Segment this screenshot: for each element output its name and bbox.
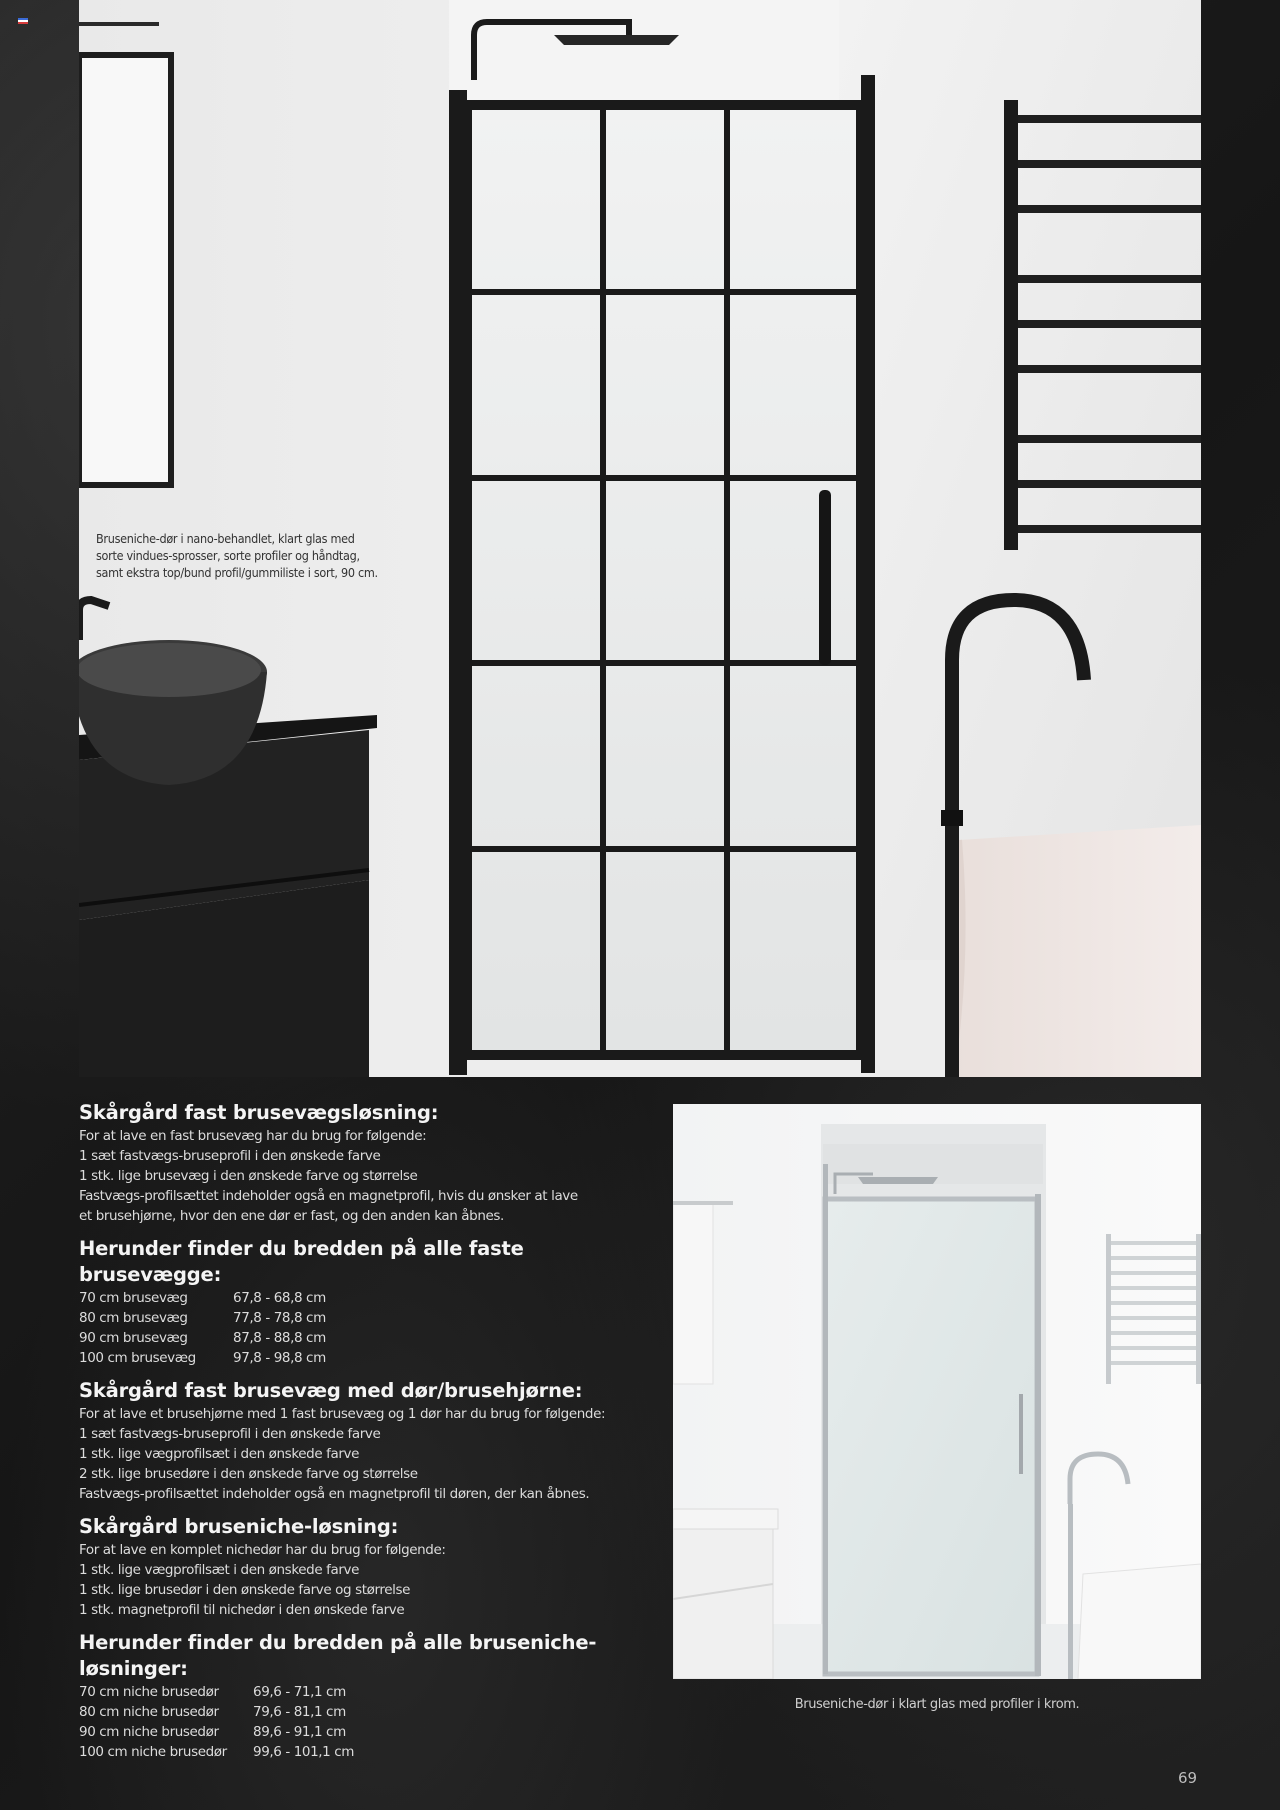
- list-item: Fastvægs-profilsættet indeholder også en magnetprofil til døren, der kan åbnes.: [79, 1486, 590, 1502]
- niche-widths-heading: Herunder finder du bredden på alle bruseniche-løsninger:: [79, 1631, 597, 1680]
- size-range: 79,6 - 81,1 cm: [253, 1704, 346, 1720]
- list-item: For at lave et brusehjørne med 1 fast brusevæg og 1 dør har du brug for følgende:: [79, 1406, 606, 1422]
- list-item: Fastvægs-profilsættet indeholder også en magnetprofil, hvis du ønsker at lave: [79, 1188, 578, 1204]
- size-range: 69,6 - 71,1 cm: [253, 1684, 346, 1700]
- table-row: [79, 1348, 326, 1368]
- list-item: For at lave en komplet nichedør har du brug for følgende:: [79, 1542, 446, 1558]
- list-item: et brusehjørne, hvor den ene dør er fast, og den anden kan åbnes.: [79, 1208, 504, 1224]
- page-number: 69: [1178, 1769, 1198, 1787]
- size-label: 90 cm brusevæg: [79, 1330, 188, 1346]
- size-label: 100 cm brusevæg: [79, 1350, 196, 1366]
- size-range: 99,6 - 101,1 cm: [253, 1744, 355, 1760]
- niche-widths-table: [79, 1682, 354, 1762]
- list-item: 1 stk. lige vægprofilsæt i den ønskede farve: [79, 1562, 359, 1578]
- fixed-widths-table: [79, 1288, 326, 1368]
- top-photo-caption: [96, 530, 436, 581]
- size-label: 100 cm niche brusedør: [79, 1744, 227, 1760]
- size-range: 77,8 - 78,8 cm: [233, 1310, 326, 1326]
- size-label: 80 cm niche brusedør: [79, 1704, 219, 1720]
- fixed-with-door-list: [79, 1404, 669, 1504]
- size-label: 70 cm brusevæg: [79, 1290, 188, 1306]
- size-label: 90 cm niche brusedør: [79, 1724, 219, 1740]
- list-item: 1 stk. lige vægprofilsæt i den ønskede farve: [79, 1446, 359, 1462]
- chrome-niche-door-photo: [673, 1104, 1201, 1679]
- list-item: 1 sæt fastvægs-bruseprofil i den ønskede farve: [79, 1426, 381, 1442]
- fixed-wall-heading: Skårgård fast brusevægsløsning:: [79, 1101, 439, 1124]
- list-item: For at lave en fast brusevæg har du brug for følgende:: [79, 1128, 427, 1144]
- list-item: 1 stk. magnetprofil til nichedør i den ønskede farve: [79, 1602, 405, 1618]
- table-row: [79, 1682, 354, 1702]
- fixed-with-door-heading: Skårgård fast brusevæg med dør/brusehjørne:: [79, 1379, 583, 1402]
- size-range: 97,8 - 98,8 cm: [233, 1350, 326, 1366]
- product-info-column: [79, 1100, 669, 1772]
- list-item: 2 stk. lige brusedøre i den ønskede farve og størrelse: [79, 1466, 418, 1482]
- table-row: [79, 1742, 354, 1762]
- size-range: 67,8 - 68,8 cm: [233, 1290, 326, 1306]
- size-label: 80 cm brusevæg: [79, 1310, 188, 1326]
- table-row: [79, 1328, 326, 1348]
- size-range: 87,8 - 88,8 cm: [233, 1330, 326, 1346]
- caption-line: sorte vindues-sprosser, sorte profiler og håndtag,: [96, 548, 360, 563]
- table-row: [79, 1702, 354, 1722]
- list-item: 1 stk. lige brusedør i den ønskede farve og størrelse: [79, 1582, 411, 1598]
- table-row: [79, 1288, 326, 1308]
- bottom-photo-caption: Bruseniche-dør i klart glas med profiler i krom.: [794, 1697, 1080, 1712]
- size-label: 70 cm niche brusedør: [79, 1684, 219, 1700]
- fixed-widths-heading: Herunder finder du bredden på alle faste brusevægge:: [79, 1237, 524, 1286]
- table-row: [79, 1722, 354, 1742]
- caption-line: samt ekstra top/bund profil/gummiliste i sort, 90 cm.: [96, 565, 378, 580]
- size-range: 89,6 - 91,1 cm: [253, 1724, 346, 1740]
- flag-icon: [18, 18, 28, 26]
- list-item: 1 sæt fastvægs-bruseprofil i den ønskede farve: [79, 1148, 381, 1164]
- list-item: 1 stk. lige brusevæg i den ønskede farve og størrelse: [79, 1168, 418, 1184]
- fixed-wall-list: [79, 1126, 669, 1226]
- table-row: [79, 1308, 326, 1328]
- niche-heading: Skårgård bruseniche-løsning:: [79, 1515, 399, 1538]
- niche-list: [79, 1540, 669, 1620]
- caption-line: Bruseniche-dør i nano-behandlet, klart glas med: [96, 531, 355, 546]
